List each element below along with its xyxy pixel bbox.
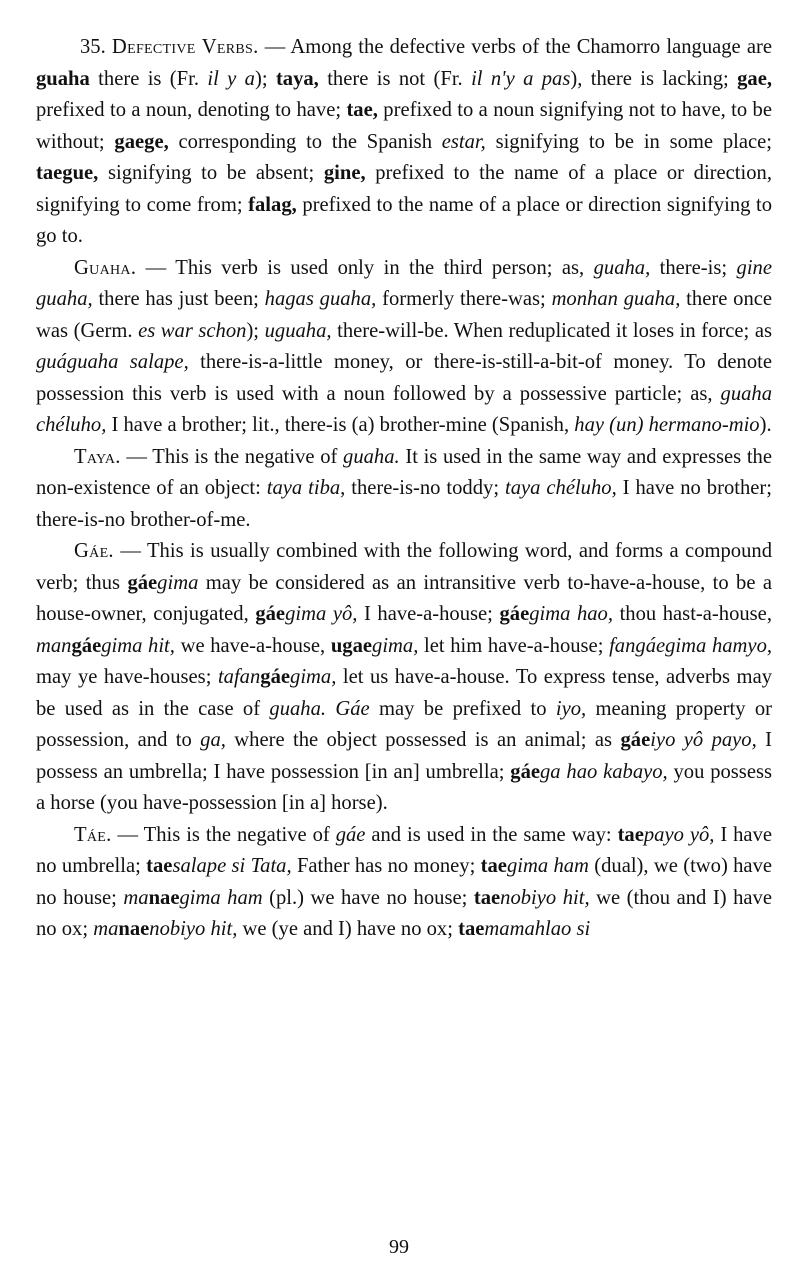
text-run: taegue, — [36, 162, 99, 184]
text-run: signifying to be absent; — [98, 162, 324, 184]
text-run: gáe — [499, 603, 530, 625]
text-run: ); — [246, 319, 265, 342]
text-run: and is used in the same way: — [365, 823, 618, 846]
text-run: Father has no money; — [291, 855, 481, 877]
text-run: may be considered as an intransitive verb to-have-a-house, to be a house-owner, conjugated, — [36, 571, 772, 625]
text-run: corresponding to the Spanish — [168, 130, 442, 153]
text-run: — This is the negative of — [111, 823, 336, 846]
text-run: falag, — [248, 193, 297, 216]
text-run: estar, — [441, 130, 486, 153]
text-run: gima, — [372, 634, 419, 657]
text-run: thou hast-a-house, — [613, 603, 772, 625]
text-run: uguaha, — [264, 319, 332, 342]
text-run: may ye have-houses; — [36, 666, 218, 688]
text-run: there-is-no toddy; — [345, 477, 505, 499]
text-run: — This is usually combined with the following word, and forms a compound verb; thus — [36, 540, 772, 594]
text-run: gima, — [290, 666, 337, 688]
text-run: ); — [254, 67, 276, 90]
text-run: tafan — [217, 666, 261, 688]
text-run: gáe — [620, 729, 651, 751]
text-run: there is (Fr. — [89, 67, 208, 90]
text-run: iyo yô payo, — [650, 729, 757, 751]
text-run: tae — [146, 855, 173, 877]
text-run: salape si Tata, — [172, 855, 292, 877]
text-run: — Among the defective verbs of the Chamorro language are — [258, 36, 773, 58]
text-run: taya tiba, — [266, 477, 346, 499]
text-run: prefixed to the name of a place or direction signifying to go to. — [36, 193, 773, 247]
text-run: there is not (Fr. — [318, 67, 472, 90]
text-run: (dual), we (two) have no house; — [36, 855, 773, 909]
text-run: ma — [93, 918, 119, 940]
text-run: ugae — [330, 634, 373, 657]
text-run: let us have-a-house. To express tense, adverbs may be used as in the case of — [36, 666, 773, 720]
text-run: tae — [480, 855, 507, 877]
text-run: hay (un) hermano-mio — [574, 414, 760, 436]
text-run: ma — [123, 886, 149, 909]
text-run: gáe — [260, 666, 291, 688]
text-run: I have a brother; lit., there-is (a) brother-mine (Spanish, — [106, 414, 575, 436]
text-run: I have no brother; there-is-no brother-of-me. — [36, 477, 772, 531]
text-run: guaha — [36, 67, 90, 90]
text-run: (pl.) we have no house; — [262, 886, 474, 909]
text-run: nobiyo hit, — [149, 918, 238, 940]
text-run: let him have-a-house; — [418, 634, 610, 657]
book-page — [36, 32, 772, 1262]
text-run: il y a — [207, 67, 255, 90]
text-run: taya, — [275, 67, 319, 90]
text-run: we (thou and I) have no ox; — [36, 886, 772, 940]
text-run: hagas guaha, — [264, 288, 377, 310]
text-run: may be prefixed to — [369, 697, 556, 720]
text-run: gaege, — [114, 130, 169, 153]
section-35-paragraph — [36, 32, 772, 253]
taya-paragraph — [36, 442, 772, 537]
text-run: tae, — [346, 99, 378, 121]
text-run: ). — [759, 414, 772, 436]
text-run: gae, — [737, 67, 772, 90]
text-run — [326, 698, 335, 720]
text-run: gima ham — [506, 855, 589, 877]
text-run: prefixed to a noun signifying not to have, to be without; — [36, 99, 772, 153]
text-run: gine, — [323, 162, 366, 184]
text-run: signifying to be in some place; — [485, 130, 772, 153]
text-run: il n'y a pas — [471, 67, 571, 90]
text-run: formerly there-was; — [376, 288, 552, 310]
text-run: mamahlao si — [484, 918, 591, 940]
text-run: there-will-be. When reduplicated it loses in force; as — [331, 319, 772, 342]
text-run: — This is the negative of — [120, 445, 344, 468]
text-run: gine guaha, — [36, 256, 772, 310]
text-run: tae — [617, 823, 644, 846]
text-run: gáe — [335, 823, 366, 846]
text-run: man — [36, 634, 72, 657]
text-run: Táe. — [74, 823, 112, 846]
text-run: taya chéluho, — [504, 477, 617, 499]
text-run: where the object possessed is an animal; as — [225, 729, 621, 751]
text-run: there once was (Germ. — [36, 288, 773, 342]
text-run: nae — [148, 886, 180, 909]
text-run: you possess a horse (you have-possession [in a] horse). — [36, 760, 772, 814]
text-run: there has just been; — [92, 288, 265, 310]
text-run: Gáe — [335, 697, 370, 720]
text-run: gima — [157, 571, 199, 594]
text-run: gáe — [71, 634, 102, 657]
text-run: payo yô, — [643, 823, 715, 846]
text-run: nae — [118, 918, 150, 940]
text-run: gima ham — [179, 886, 263, 909]
text-run: gima yô, — [285, 603, 358, 625]
text-run: gima hao, — [529, 603, 613, 625]
guaha-paragraph — [36, 253, 772, 442]
text-run: tae — [458, 918, 485, 940]
text-run: guaha, — [593, 256, 651, 279]
text-run: gáe — [510, 760, 540, 783]
gae-paragraph — [36, 536, 772, 820]
text-run: ), there is lacking; — [570, 67, 738, 90]
text-run: guaha chéluho, — [36, 382, 772, 436]
text-run: 35. — [80, 36, 112, 58]
text-run: iyo, — [555, 697, 587, 720]
text-run: gáe — [255, 603, 286, 625]
text-run: there-is; — [650, 256, 737, 279]
text-run: I have no umbrella; — [36, 823, 773, 877]
text-run: tae — [473, 886, 501, 909]
text-run: Gáe. — [74, 540, 114, 562]
page-number: 99 — [389, 1236, 409, 1258]
text-run: fangáegima hamyo, — [609, 634, 773, 657]
text-run: we have-a-house, — [174, 634, 331, 657]
text-run: gima hit, — [101, 634, 175, 657]
text-run: guáguaha salape, — [36, 351, 189, 373]
text-run: Guaha. — [74, 256, 137, 279]
text-run: It is used in the same way and expresses the non-existence of an object: — [36, 445, 772, 499]
text-run: Defective Verbs. — [111, 36, 259, 58]
text-run: I possess an umbrella; I have possession [in an] umbrella; — [36, 729, 772, 783]
text-run: ga, — [200, 729, 226, 751]
text-run: Taya. — [74, 445, 121, 468]
tae-paragraph — [36, 820, 772, 946]
text-run: nobiyo hit, — [500, 886, 590, 909]
text-run: meaning property or possession, and to — [36, 697, 772, 751]
text-run: — This verb is used only in the third person; as, — [136, 256, 594, 279]
text-run: ga hao kabayo, — [540, 760, 668, 783]
text-run: gáe — [127, 571, 158, 594]
text-run: there-is-a-little money, or there-is-still-a-bit-of money. To denote possession this verb is used with a noun followed by a possessive particle; as, — [36, 351, 772, 405]
text-run: prefixed to the name of a place or direction, signifying to come from; — [36, 162, 772, 216]
text-run: we (ye and I) have no ox; — [237, 918, 459, 940]
text-run: I have-a-house; — [357, 603, 500, 625]
text-run: es war schon — [138, 319, 247, 342]
text-run: prefixed to a noun, denoting to have; — [36, 99, 347, 121]
text-run: guaha. — [343, 445, 400, 468]
text-run: guaha. — [269, 697, 327, 720]
text-run: monhan guaha, — [551, 288, 681, 310]
